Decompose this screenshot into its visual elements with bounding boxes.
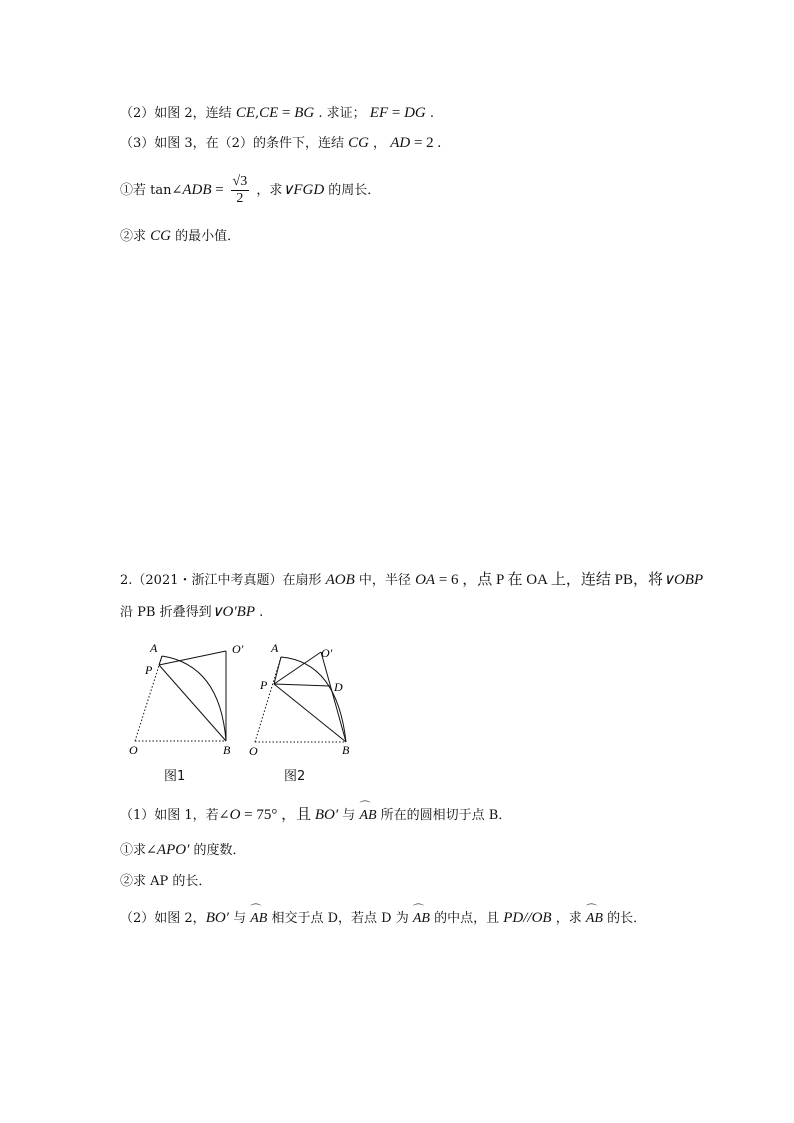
math: CE bbox=[235, 105, 255, 121]
q2-part2 bbox=[120, 908, 646, 929]
text: 的最小值． bbox=[170, 229, 241, 244]
label-P: P bbox=[260, 678, 268, 692]
math: CG bbox=[348, 135, 369, 151]
text: . 求证； bbox=[314, 106, 370, 121]
text: ②求 AP 的长． bbox=[120, 874, 212, 889]
label-A: A bbox=[150, 641, 158, 655]
text: 中，半径 bbox=[354, 573, 416, 588]
segment-AP bbox=[159, 656, 162, 665]
math: O bbox=[229, 807, 241, 823]
math: ADB bbox=[182, 182, 212, 198]
math: APO′ bbox=[156, 842, 190, 858]
label-B: B bbox=[342, 743, 350, 757]
text: 所在的圆相切于点 B． bbox=[376, 808, 512, 823]
text: （1）如图 1，若∠ bbox=[120, 808, 230, 823]
q2-part1 bbox=[120, 805, 511, 826]
segment-PO-prime bbox=[159, 651, 226, 665]
text: 与 bbox=[228, 911, 251, 926]
segment-O-prime-B bbox=[321, 652, 346, 742]
text: （3）如图 3，在（2）的条件下，连结 bbox=[120, 136, 349, 151]
fraction-numerator: √3 bbox=[232, 174, 248, 189]
fraction-denominator: 2 bbox=[236, 191, 244, 206]
label-D: D bbox=[334, 680, 343, 694]
text: 2.（2021・浙江中考真题）在扇形 bbox=[120, 573, 326, 588]
arc-AB bbox=[162, 656, 226, 741]
math: CG bbox=[150, 228, 171, 244]
label-O: O bbox=[249, 744, 258, 758]
q1-part3 bbox=[120, 133, 441, 154]
text: 相交于点 D，若点 D 为 bbox=[267, 911, 413, 926]
text: 的中点，且 bbox=[429, 911, 504, 926]
math: BO′ bbox=[314, 807, 339, 823]
figure-1 bbox=[125, 637, 250, 762]
text: ，求 bbox=[551, 911, 586, 926]
figure-1-caption: 图1 bbox=[164, 769, 186, 784]
math: BG bbox=[294, 105, 315, 121]
text: ，求 bbox=[252, 183, 283, 198]
math: OA bbox=[415, 572, 436, 588]
text: ②求 bbox=[120, 229, 151, 244]
text: . bbox=[255, 605, 264, 620]
arc-symbol: ⌒ AB bbox=[250, 909, 267, 929]
segment-PD bbox=[274, 684, 330, 686]
q2-heading bbox=[120, 570, 703, 591]
text: = bbox=[388, 105, 405, 121]
text: . bbox=[425, 106, 435, 121]
text: 与 bbox=[338, 808, 360, 823]
label-B: B bbox=[223, 743, 231, 757]
text: 的周长． bbox=[324, 183, 381, 198]
arc-symbol: ⌒ AB bbox=[586, 909, 603, 929]
math: ∨OBP bbox=[663, 572, 704, 588]
radicand: 3 bbox=[240, 174, 248, 189]
q1-sub1 bbox=[120, 170, 380, 211]
segment-PB bbox=[159, 665, 226, 741]
text: （2）如图 2，连结 bbox=[120, 106, 236, 121]
label-A: A bbox=[271, 641, 279, 655]
text: = 6 ，点 P 在 OA 上，连结 PB，将 bbox=[435, 572, 663, 588]
figure-2-caption: 图2 bbox=[284, 769, 306, 784]
math: ∨FGD bbox=[282, 182, 325, 198]
math: DG bbox=[404, 105, 426, 121]
q1-sub2 bbox=[120, 226, 240, 247]
text: = bbox=[278, 105, 295, 121]
text: ①若 tan∠ bbox=[120, 183, 183, 198]
math: PD//OB bbox=[503, 910, 552, 926]
label-O: O bbox=[129, 743, 138, 757]
math: EF bbox=[369, 105, 389, 121]
label-O-prime: O′ bbox=[232, 642, 244, 656]
text: 的长． bbox=[602, 911, 647, 926]
text: ， bbox=[368, 136, 391, 151]
q2-part1-sub1 bbox=[120, 840, 246, 861]
arc-AB bbox=[281, 657, 346, 742]
text: = 75° ，且 bbox=[240, 807, 315, 823]
text: = 2 . bbox=[410, 135, 442, 151]
fraction bbox=[231, 174, 250, 207]
arc-symbol: ⌒ AB bbox=[413, 909, 430, 929]
q2-heading-cont bbox=[120, 602, 263, 623]
math: AOB bbox=[325, 572, 355, 588]
figure-2 bbox=[245, 637, 370, 762]
label-P: P bbox=[145, 663, 153, 677]
math: CE bbox=[259, 105, 279, 121]
math: ∨O′BP bbox=[211, 604, 255, 620]
arc-symbol: ⌒ AB bbox=[359, 806, 376, 826]
q2-part1-sub2 bbox=[120, 872, 211, 892]
text: ①求∠ bbox=[120, 843, 157, 858]
math: BO′ bbox=[205, 910, 229, 926]
text: 的度数． bbox=[189, 843, 246, 858]
q1-part2 bbox=[120, 103, 434, 124]
text: （2）如图 2， bbox=[120, 911, 206, 926]
text: 沿 PB 折叠得到 bbox=[120, 605, 212, 620]
math: AD bbox=[390, 135, 411, 151]
text: , bbox=[254, 106, 260, 121]
segment-OA-dotted bbox=[255, 657, 281, 742]
text: = bbox=[211, 182, 228, 198]
label-O-prime: O′ bbox=[321, 646, 333, 660]
